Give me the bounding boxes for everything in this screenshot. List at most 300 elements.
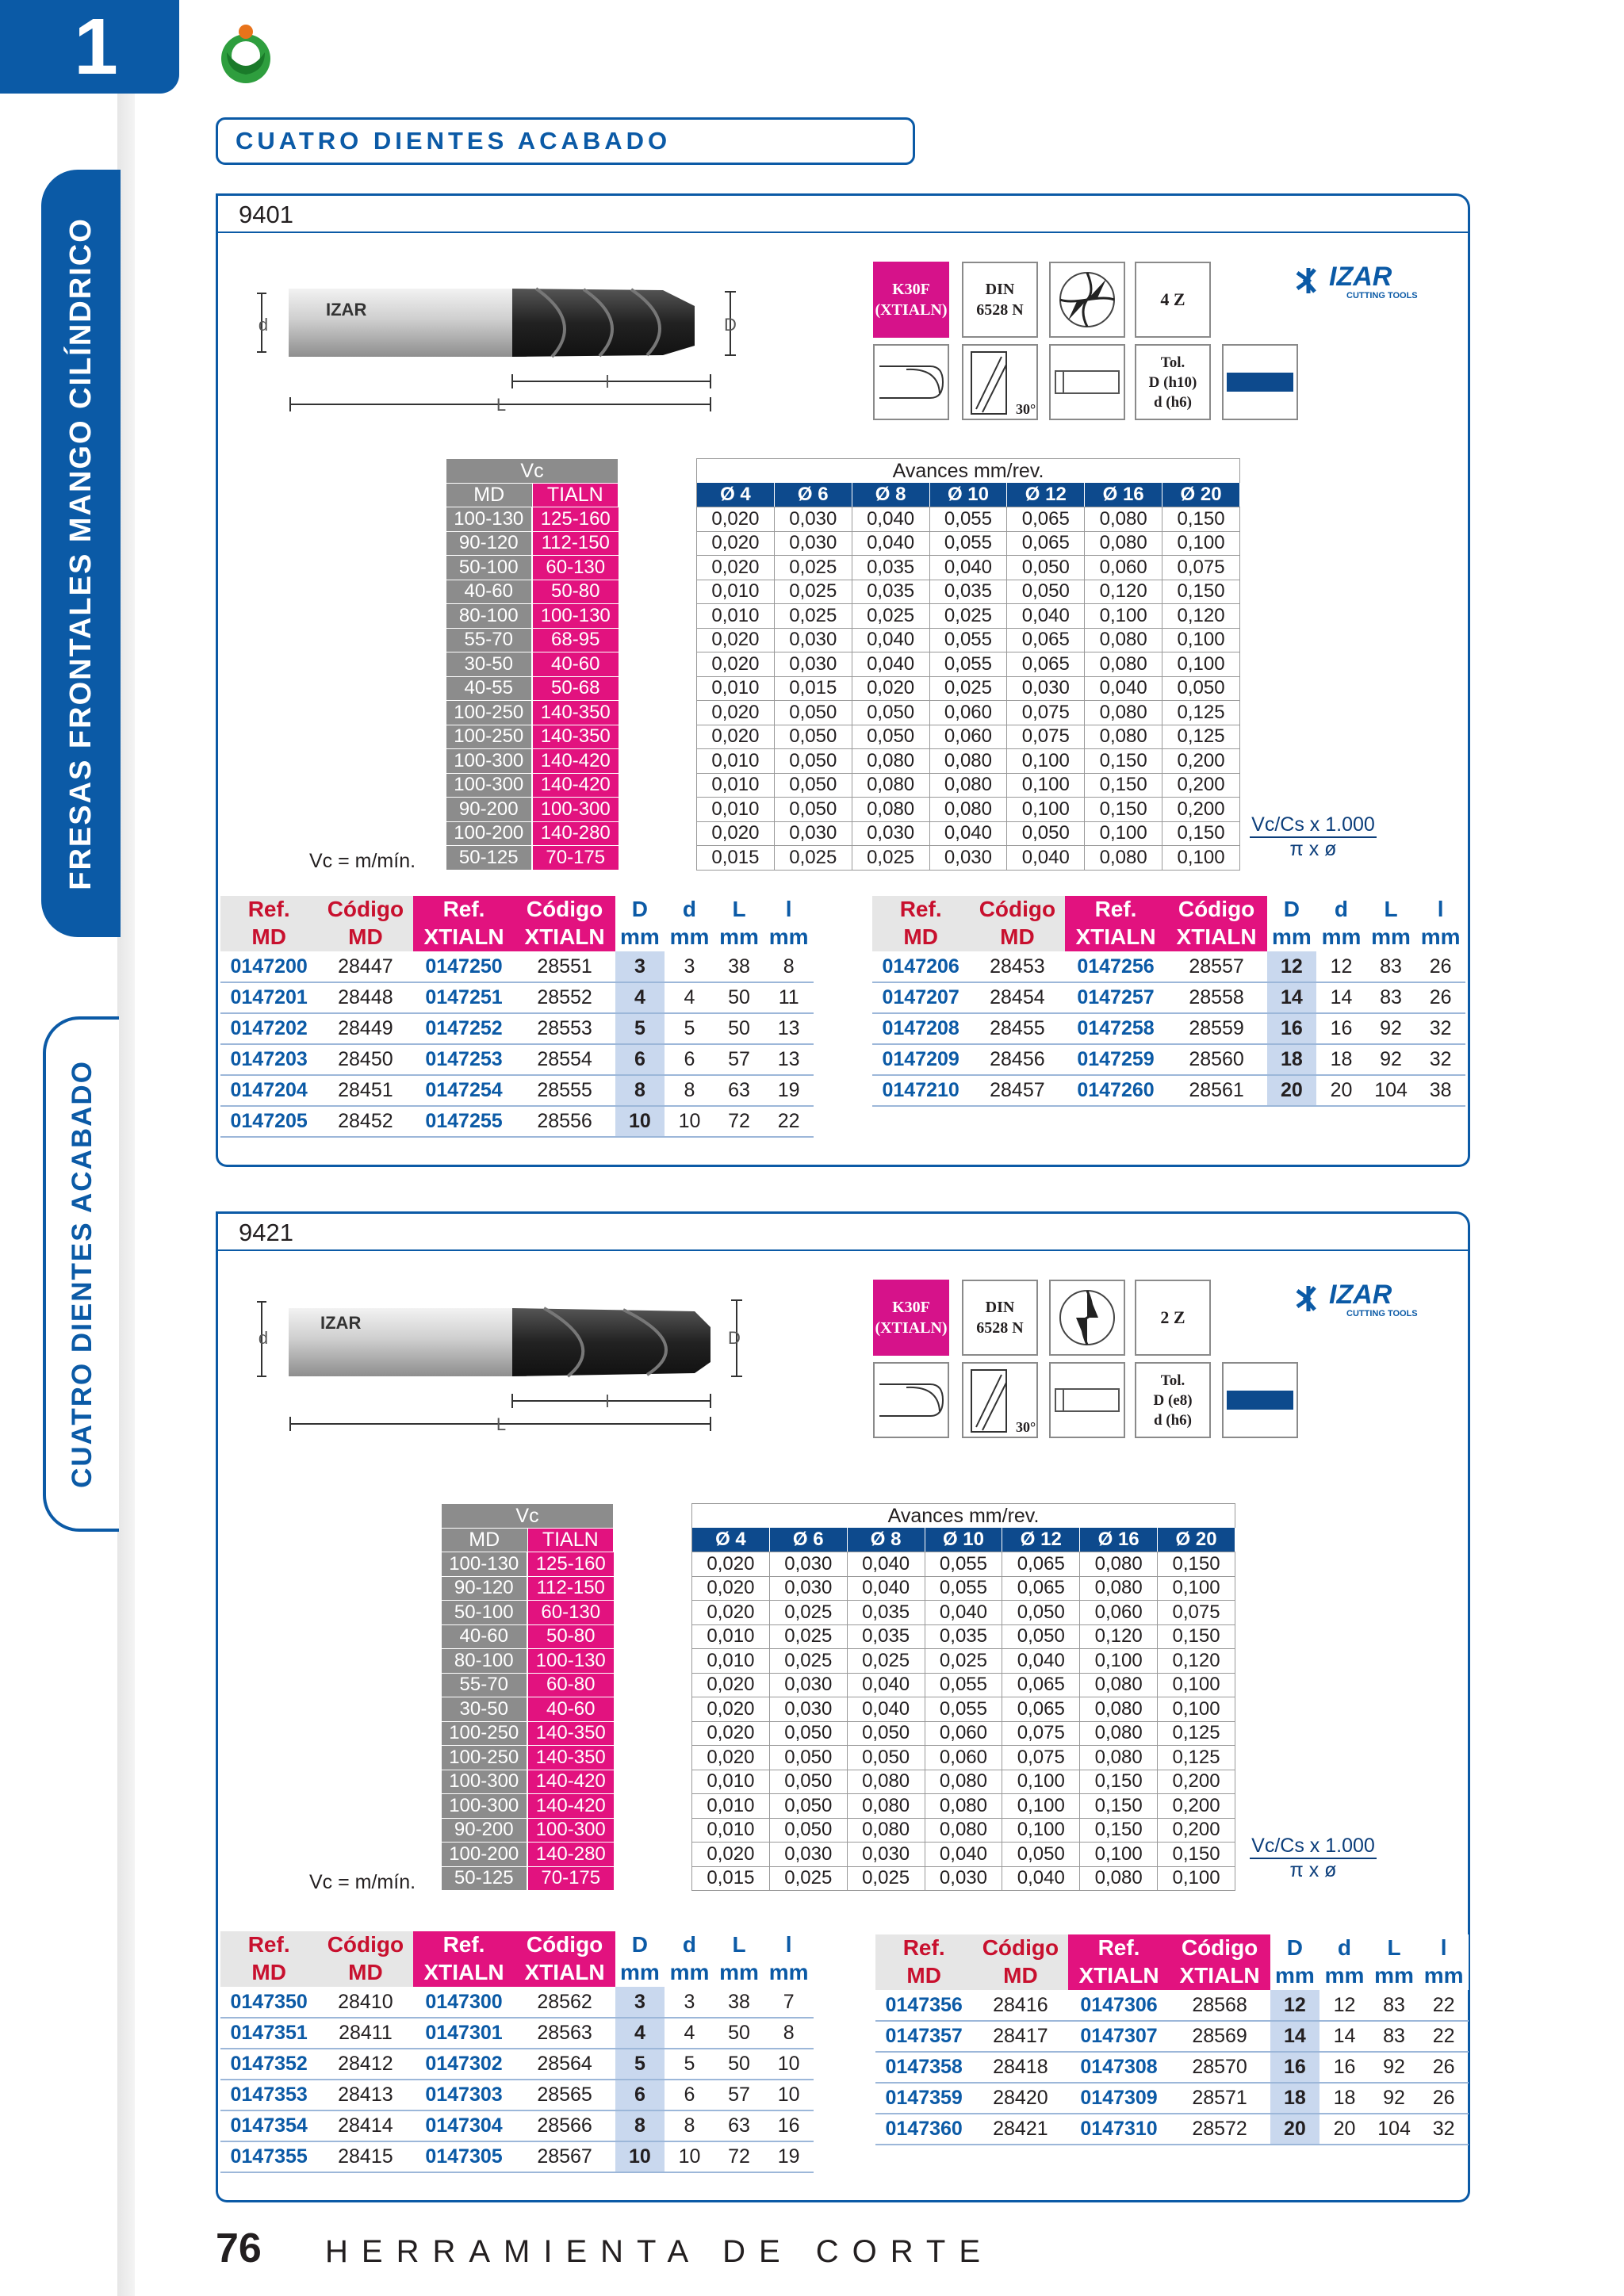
feed-value: 0,050 — [1002, 1601, 1080, 1625]
vc-md-value: 90-200 — [442, 1818, 528, 1843]
dim-L: 50 — [714, 2018, 764, 2049]
feed-row — [697, 531, 1240, 556]
feed-value: 0,050 — [1007, 556, 1085, 580]
vc-row — [442, 1624, 614, 1649]
feed-value: 0,150 — [1162, 580, 1240, 604]
vc-row — [446, 580, 619, 604]
feed-value: 0,060 — [925, 1746, 1002, 1770]
vc-tialn-value: 140-420 — [527, 1794, 614, 1819]
feed-value: 0,080 — [847, 1794, 925, 1819]
chapter-tab — [0, 0, 179, 94]
feed-value: 0,100 — [1162, 628, 1240, 652]
feed-value: 0,100 — [1002, 1770, 1080, 1794]
vc-row — [446, 507, 619, 532]
table-row — [872, 1075, 1465, 1106]
table-row — [872, 1013, 1465, 1044]
feed-value: 0,080 — [929, 773, 1007, 798]
dim-D: 12 — [1267, 951, 1317, 982]
rpm-formula-numerator: Vc/Cs x 1.000 — [1250, 1835, 1377, 1859]
feed-diameter-header: Ø 6 — [774, 483, 852, 507]
dim-L: 50 — [714, 982, 764, 1013]
dim-D: 12 — [1270, 1990, 1320, 2021]
dim-D: 4 — [615, 2018, 665, 2049]
vc-row — [442, 1818, 614, 1843]
feed-value: 0,030 — [925, 1866, 1002, 1891]
feed-value: 0,025 — [852, 846, 929, 871]
feed-value: 0,080 — [1085, 531, 1162, 556]
code-md: 28450 — [317, 1044, 413, 1075]
feed-value: 0,100 — [1085, 821, 1162, 846]
dim-L: 72 — [714, 1106, 764, 1137]
feed-row — [697, 701, 1240, 725]
dim-L: 104 — [1366, 1075, 1416, 1106]
code-xtialn: 28552 — [515, 982, 615, 1013]
feed-value: 0,020 — [852, 676, 929, 701]
feed-value: 0,025 — [852, 604, 929, 629]
izar-logo-icon — [1291, 1276, 1450, 1321]
teeth-count-badge: 2 Z — [1135, 1280, 1211, 1356]
vc-tialn-value: 140-350 — [527, 1721, 614, 1746]
code-md: 28454 — [969, 982, 1065, 1013]
dim-D-label: D — [724, 315, 737, 335]
feed-value: 0,150 — [1085, 773, 1162, 798]
vc-row — [446, 652, 619, 677]
ref-md: 0147208 — [872, 1013, 969, 1044]
feed-value: 0,010 — [692, 1649, 770, 1674]
feed-value: 0,080 — [852, 798, 929, 822]
feed-value: 0,150 — [1080, 1818, 1158, 1843]
feed-value: 0,010 — [697, 749, 775, 774]
dim-l: 32 — [1415, 1013, 1465, 1044]
feed-value: 0,080 — [1085, 701, 1162, 725]
ref-md: 0147201 — [220, 982, 317, 1013]
dim-L: 83 — [1366, 982, 1416, 1013]
feed-value: 0,030 — [1007, 676, 1085, 701]
dim-l: 22 — [764, 1106, 814, 1137]
feed-rate-table — [696, 458, 1240, 871]
feed-value: 0,040 — [1002, 1649, 1080, 1674]
feed-value: 0,035 — [852, 580, 929, 604]
feed-value: 0,080 — [1085, 628, 1162, 652]
dim-l: 26 — [1419, 2052, 1469, 2083]
vc-row — [442, 1843, 614, 1867]
feed-value: 0,050 — [847, 1746, 925, 1770]
feed-value: 0,010 — [697, 604, 775, 629]
feed-value: 0,100 — [1080, 1649, 1158, 1674]
code-xtialn: 28551 — [515, 951, 615, 982]
feed-value: 0,040 — [1085, 676, 1162, 701]
feed-value: 0,010 — [697, 773, 775, 798]
cutting-speed-table — [441, 1503, 614, 1891]
feed-value: 0,060 — [929, 725, 1007, 749]
application-icon — [1222, 344, 1298, 420]
code-xtialn: 28559 — [1166, 1013, 1267, 1044]
vc-row — [446, 846, 619, 871]
feed-diameter-header: Ø 12 — [1002, 1528, 1080, 1552]
feed-value: 0,025 — [929, 604, 1007, 629]
feed-row — [692, 1673, 1235, 1697]
feed-value: 0,075 — [1002, 1721, 1080, 1746]
vc-row — [442, 1721, 614, 1746]
dim-l: 7 — [764, 1987, 814, 2018]
ref-md: 0147206 — [872, 951, 969, 982]
table-row — [220, 1044, 814, 1075]
product-header-9421 — [216, 1211, 1470, 1251]
feed-value: 0,020 — [692, 1843, 770, 1867]
feed-value: 0,050 — [1002, 1843, 1080, 1867]
feed-value: 0,040 — [852, 628, 929, 652]
vc-row — [446, 556, 619, 580]
vc-md-value: 50-100 — [446, 556, 533, 580]
table-row — [872, 982, 1465, 1013]
feed-row — [697, 507, 1240, 532]
feed-value: 0,020 — [692, 1576, 770, 1601]
company-logo-icon — [216, 24, 276, 86]
vc-tialn-value: 140-420 — [532, 773, 619, 798]
dim-d: 20 — [1320, 2114, 1369, 2145]
vc-row — [442, 1866, 614, 1891]
feed-diameter-header: Ø 4 — [692, 1528, 770, 1552]
vc-tialn-value: 60-130 — [532, 556, 619, 580]
dim-d: 10 — [665, 2141, 714, 2172]
vc-col-md: MD — [442, 1528, 528, 1552]
dim-l: 22 — [1419, 1990, 1469, 2021]
feed-value: 0,040 — [847, 1552, 925, 1577]
page-number: 76 — [216, 2225, 262, 2271]
product-code: 9421 — [239, 1219, 293, 1246]
dim-L: 83 — [1366, 951, 1416, 982]
product-header-9401 — [216, 193, 1470, 233]
vc-row — [442, 1649, 614, 1674]
ref-md: 0147350 — [220, 1987, 317, 2018]
vc-title: Vc — [446, 459, 619, 484]
code-xtialn: 28560 — [1166, 1044, 1267, 1075]
vc-md-value: 80-100 — [446, 604, 533, 629]
vc-tialn-value: 50-80 — [527, 1624, 614, 1649]
feed-value: 0,150 — [1085, 798, 1162, 822]
plain-shank-icon — [1049, 344, 1125, 420]
dim-L: 92 — [1369, 2083, 1419, 2114]
feed-value: 0,040 — [929, 556, 1007, 580]
ref-xtialn: 0147258 — [1065, 1013, 1166, 1044]
dim-d: 6 — [665, 1044, 714, 1075]
feed-diameter-header: Ø 20 — [1158, 1528, 1235, 1552]
table-row — [220, 1106, 814, 1137]
feed-value: 0,025 — [769, 1624, 847, 1649]
feed-value: 0,120 — [1085, 580, 1162, 604]
table-row — [220, 2141, 814, 2172]
table-row — [220, 1013, 814, 1044]
table-row — [220, 2018, 814, 2049]
feed-value: 0,025 — [925, 1649, 1002, 1674]
feed-value: 0,120 — [1162, 604, 1240, 629]
dim-l: 10 — [764, 2049, 814, 2080]
coating-badge: K30F (XTIALN) — [873, 1280, 949, 1356]
dim-L: 57 — [714, 1044, 764, 1075]
feed-value: 0,080 — [1085, 846, 1162, 871]
feed-value: 0,050 — [774, 725, 852, 749]
dim-L: 104 — [1369, 2114, 1419, 2145]
vc-tialn-value: 140-420 — [532, 749, 619, 774]
feed-value: 0,040 — [847, 1697, 925, 1722]
shank-type-icon — [873, 344, 949, 420]
feed-value: 0,100 — [1007, 773, 1085, 798]
feed-value: 0,010 — [697, 676, 775, 701]
coating-badge: K30F (XTIALN) — [873, 262, 949, 338]
feed-diameter-header: Ø 6 — [769, 1528, 847, 1552]
ref-md: 0147357 — [875, 2021, 972, 2052]
code-xtialn: 28561 — [1166, 1075, 1267, 1106]
vc-row — [446, 749, 619, 774]
code-xtialn: 28557 — [1166, 951, 1267, 982]
feed-value: 0,100 — [1080, 1843, 1158, 1867]
dim-d: 3 — [665, 1987, 714, 2018]
feed-value: 0,025 — [847, 1649, 925, 1674]
feed-diameter-header: Ø 16 — [1080, 1528, 1158, 1552]
feed-value: 0,040 — [852, 652, 929, 677]
dim-L: 83 — [1369, 2021, 1419, 2052]
dim-d-label: d — [258, 1328, 269, 1348]
vc-md-value: 90-200 — [446, 798, 533, 822]
shank-brand: IZAR — [326, 300, 367, 320]
dim-L: 38 — [714, 1987, 764, 2018]
dim-l: 8 — [764, 2018, 814, 2049]
feed-value: 0,035 — [847, 1601, 925, 1625]
feed-table-title: Avances mm/rev. — [697, 459, 1240, 484]
ref-xtialn: 0147260 — [1065, 1075, 1166, 1106]
ref-xtialn: 0147300 — [413, 1987, 514, 2018]
feed-value: 0,050 — [852, 725, 929, 749]
vc-md-value: 55-70 — [446, 628, 533, 652]
feed-value: 0,035 — [847, 1624, 925, 1649]
feed-row — [692, 1866, 1235, 1891]
table-row — [220, 1075, 814, 1106]
feed-table-title: Avances mm/rev. — [692, 1504, 1235, 1529]
feed-row — [697, 821, 1240, 846]
vc-md-value: 40-60 — [446, 580, 533, 604]
feed-diameter-header: Ø 4 — [697, 483, 775, 507]
side-tab-subcategory — [43, 1016, 119, 1532]
vc-md-value: 100-300 — [446, 773, 533, 798]
dim-l: 19 — [764, 1075, 814, 1106]
feed-value: 0,050 — [774, 798, 852, 822]
dim-d: 14 — [1320, 2021, 1369, 2052]
product-code: 9401 — [239, 201, 293, 228]
dim-D: 14 — [1267, 982, 1317, 1013]
plain-shank-icon — [1049, 1362, 1125, 1438]
dim-d: 14 — [1316, 982, 1366, 1013]
feed-value: 0,200 — [1158, 1794, 1235, 1819]
feed-rate-table — [691, 1503, 1235, 1891]
dim-l: 26 — [1415, 982, 1465, 1013]
vc-md-value: 100-250 — [446, 701, 533, 725]
feed-row — [692, 1649, 1235, 1674]
feed-value: 0,065 — [1007, 507, 1085, 532]
ref-md: 0147351 — [220, 2018, 317, 2049]
feed-value: 0,200 — [1162, 798, 1240, 822]
feed-value: 0,020 — [697, 725, 775, 749]
dim-D: 6 — [615, 2080, 665, 2110]
vc-col-tialn: TIALN — [527, 1528, 614, 1552]
dim-D: 10 — [615, 2141, 665, 2172]
din-badge: DIN 6528 N — [962, 262, 1038, 338]
endmill-drawing-2z — [251, 1289, 742, 1448]
vc-row — [446, 701, 619, 725]
vc-tialn-value: 140-350 — [532, 701, 619, 725]
dim-l: 22 — [1419, 2021, 1469, 2052]
dim-l: 13 — [764, 1044, 814, 1075]
feed-value: 0,025 — [774, 846, 852, 871]
feed-value: 0,050 — [1007, 821, 1085, 846]
feed-row — [697, 676, 1240, 701]
ref-xtialn: 0147257 — [1065, 982, 1166, 1013]
feed-value: 0,150 — [1162, 821, 1240, 846]
feed-value: 0,010 — [692, 1770, 770, 1794]
dim-d: 20 — [1316, 1075, 1366, 1106]
feed-value: 0,080 — [1080, 1866, 1158, 1891]
feed-value: 0,020 — [697, 821, 775, 846]
rpm-formula — [1250, 1835, 1377, 1882]
ref-xtialn: 0147309 — [1068, 2083, 1169, 2114]
feed-value: 0,055 — [929, 507, 1007, 532]
feed-value: 0,050 — [1002, 1624, 1080, 1649]
vc-tialn-value: 100-130 — [527, 1649, 614, 1674]
ref-md: 0147356 — [875, 1990, 972, 2021]
feed-value: 0,200 — [1158, 1818, 1235, 1843]
code-md: 28457 — [969, 1075, 1065, 1106]
feed-value: 0,050 — [769, 1818, 847, 1843]
ref-md: 0147355 — [220, 2141, 317, 2172]
dim-L: 92 — [1366, 1044, 1416, 1075]
feed-value: 0,080 — [1080, 1576, 1158, 1601]
vc-row — [446, 725, 619, 749]
feed-value: 0,100 — [1007, 798, 1085, 822]
feed-value: 0,050 — [847, 1721, 925, 1746]
table-row — [875, 2052, 1469, 2083]
feed-value: 0,080 — [925, 1794, 1002, 1819]
feed-row — [692, 1552, 1235, 1577]
feed-value: 0,125 — [1158, 1721, 1235, 1746]
vc-md-value: 100-130 — [442, 1552, 528, 1577]
feed-value: 0,030 — [769, 1576, 847, 1601]
code-md: 28414 — [317, 2110, 413, 2141]
feed-diameter-header: Ø 20 — [1162, 483, 1240, 507]
feed-value: 0,020 — [697, 507, 775, 532]
code-xtialn: 28553 — [515, 1013, 615, 1044]
vc-md-value: 55-70 — [442, 1673, 528, 1697]
svg-text:CUTTING TOOLS: CUTTING TOOLS — [1346, 291, 1418, 300]
feed-value: 0,080 — [925, 1818, 1002, 1843]
feed-value: 0,030 — [769, 1673, 847, 1697]
vc-md-value: 100-300 — [446, 749, 533, 774]
feed-value: 0,040 — [852, 531, 929, 556]
feed-value: 0,060 — [1080, 1601, 1158, 1625]
feed-value: 0,150 — [1158, 1624, 1235, 1649]
feed-value: 0,080 — [847, 1770, 925, 1794]
feed-value: 0,075 — [1158, 1601, 1235, 1625]
ref-md: 0147358 — [875, 2052, 972, 2083]
rpm-formula — [1250, 813, 1377, 861]
dim-D: 8 — [615, 2110, 665, 2141]
feed-value: 0,060 — [925, 1721, 1002, 1746]
table-row — [220, 982, 814, 1013]
feed-diameter-header: Ø 8 — [852, 483, 929, 507]
feed-value: 0,030 — [847, 1843, 925, 1867]
feed-value: 0,025 — [769, 1649, 847, 1674]
feed-row — [692, 1843, 1235, 1867]
feed-value: 0,075 — [1162, 556, 1240, 580]
ref-md: 0147353 — [220, 2080, 317, 2110]
ref-xtialn: 0147250 — [413, 951, 514, 982]
feed-value: 0,020 — [692, 1697, 770, 1722]
feed-row — [692, 1601, 1235, 1625]
dim-d: 6 — [665, 2080, 714, 2110]
feed-value: 0,040 — [1007, 846, 1085, 871]
ref-md: 0147210 — [872, 1075, 969, 1106]
feed-value: 0,080 — [1085, 507, 1162, 532]
ref-xtialn: 0147251 — [413, 982, 514, 1013]
feed-value: 0,050 — [1162, 676, 1240, 701]
feed-value: 0,020 — [697, 556, 775, 580]
dim-L: 63 — [714, 1075, 764, 1106]
vc-row — [442, 1576, 614, 1601]
ref-xtialn: 0147302 — [413, 2049, 514, 2080]
feed-value: 0,065 — [1002, 1552, 1080, 1577]
table-row — [220, 1987, 814, 2018]
feed-value: 0,050 — [1007, 580, 1085, 604]
vc-unit-note: Vc = m/mín. — [309, 1871, 416, 1893]
feed-value: 0,065 — [1007, 531, 1085, 556]
table-row — [220, 2080, 814, 2110]
feed-value: 0,055 — [929, 531, 1007, 556]
feed-row — [692, 1721, 1235, 1746]
vc-md-value: 80-100 — [442, 1649, 528, 1674]
code-md: 28421 — [972, 2114, 1068, 2145]
vc-row — [446, 821, 619, 846]
vc-tialn-value: 140-280 — [532, 821, 619, 846]
side-tab-category-label: FRESAS FRONTALES MANGO CILÍNDRICO — [63, 216, 98, 890]
vc-tialn-value: 50-80 — [532, 580, 619, 604]
dim-d: 8 — [665, 1075, 714, 1106]
ref-xtialn: 0147308 — [1068, 2052, 1169, 2083]
vc-row — [442, 1552, 614, 1577]
feed-value: 0,035 — [925, 1624, 1002, 1649]
vc-tialn-value: 60-130 — [527, 1601, 614, 1625]
dim-D: 10 — [615, 1106, 665, 1137]
vc-md-value: 100-200 — [442, 1843, 528, 1867]
feed-value: 0,040 — [852, 507, 929, 532]
vc-tialn-value: 125-160 — [532, 507, 619, 532]
feed-value: 0,100 — [1158, 1576, 1235, 1601]
feed-row — [697, 725, 1240, 749]
code-xtialn: 28569 — [1170, 2021, 1270, 2052]
teeth-count-badge: 4 Z — [1135, 262, 1211, 338]
rpm-formula-denominator: π x ø — [1289, 1859, 1337, 1881]
vc-unit-note: Vc = m/mín. — [309, 850, 416, 872]
ref-md: 0147202 — [220, 1013, 317, 1044]
feed-value: 0,100 — [1162, 531, 1240, 556]
feed-value: 0,010 — [692, 1624, 770, 1649]
dim-L: 83 — [1369, 1990, 1419, 2021]
side-tab-category — [41, 170, 121, 937]
feed-row — [697, 846, 1240, 871]
feed-value: 0,055 — [925, 1673, 1002, 1697]
vc-tialn-value: 140-350 — [532, 725, 619, 749]
dim-L-label: L — [496, 1414, 507, 1434]
code-md: 28417 — [972, 2021, 1068, 2052]
dim-d: 5 — [665, 1013, 714, 1044]
helix-angle-icon — [962, 344, 1038, 420]
